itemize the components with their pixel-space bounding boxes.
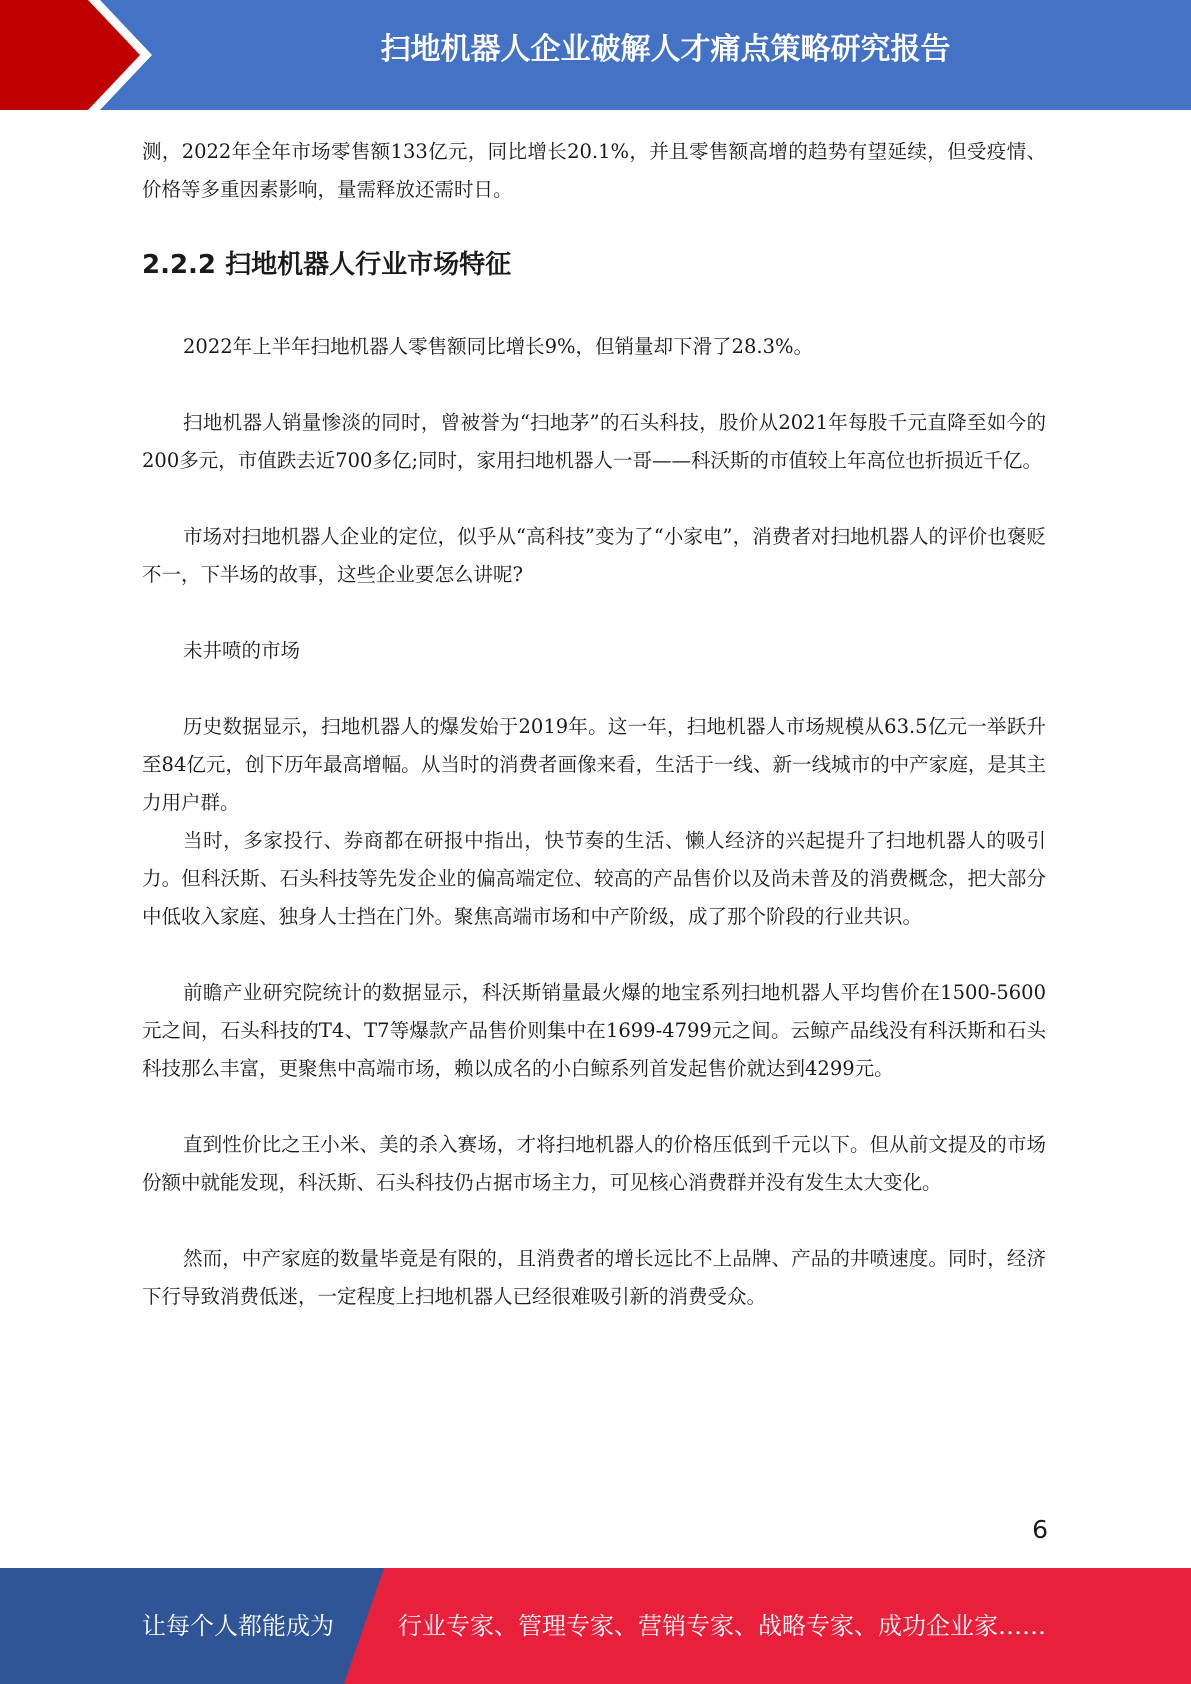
paragraph: 当时，多家投行、券商都在研报中指出，快节奏的生活、懒人经济的兴起提升了扫地机器人的吸引力。但科沃斯、石头科技等先发企业的偏高端定位、较高的产品售价以及尚未普及的消费概念，把大部分中低收入家庭、独身人士挡在门外。聚焦高端市场和中产阶级，成了那个阶段的行业共识。: [142, 829, 1046, 928]
page-footer: [0, 1568, 1191, 1684]
footer-slogan-left: 让每个人都能成为: [142, 1612, 334, 1640]
paragraph: 市场对扫地机器人企业的定位，似乎从“高科技”变为了“小家电”，消费者对扫地机器人的评价也褒贬不一，下半场的故事，这些企业要怎么讲呢?: [142, 525, 1046, 586]
paragraph: 历史数据显示，扫地机器人的爆发始于2019年。这一年，扫地机器人市场规模从63.5亿元一举跃升至84亿元，创下历年最高增幅。从当时的消费者画像来看，生活于一线、新一线城市的中产家庭，是其主力用户群。: [142, 715, 1046, 814]
page-header: [0, 0, 1191, 110]
paragraph: 直到性价比之王小米、美的杀入赛场，才将扫地机器人的价格压低到千元以下。但从前文提及的市场份额中就能发现，科沃斯、石头科技仍占据市场主力，可见核心消费群并没有发生太大变化。: [142, 1133, 1046, 1194]
footer-slogan-right: 行业专家、管理专家、营销专家、战略专家、成功企业家……: [398, 1612, 1046, 1640]
paragraph: 前瞻产业研究院统计的数据显示，科沃斯销量最火爆的地宝系列扫地机器人平均售价在1500-5600元之间，石头科技的T4、T7等爆款产品售价则集中在1699-4799元之间。云鲸产品线没有科沃斯和石头科技那么丰富，更聚焦中高端市场，赖以成名的小白鲸系列首发起售价就达到4299元。: [142, 981, 1046, 1080]
paragraph: 然而，中产家庭的数量毕竟是有限的，且消费者的增长远比不上品牌、产品的井喷速度。同时，经济下行导致消费低迷，一定程度上扫地机器人已经很难吸引新的消费受众。: [142, 1247, 1046, 1308]
document-body: [142, 133, 1046, 1316]
paragraph: 2022年上半年扫地机器人零售额同比增长9%，但销量却下滑了28.3%。: [183, 335, 814, 358]
page-number: 6: [1032, 1515, 1048, 1544]
section-heading: 2.2.2 扫地机器人行业市场特征: [142, 250, 512, 280]
subsection-title: 未井喷的市场: [183, 639, 301, 662]
paragraph-intro: 测，2022年全年市场零售额133亿元，同比增长20.1%，并且零售额高增的趋势有望延续，但受疫情、价格等多重因素影响，量需释放还需时日。: [142, 140, 1046, 201]
paragraph: 扫地机器人销量惨淡的同时，曾被誉为“扫地茅”的石头科技，股价从2021年每股千元直降至如今的200多元，市值跌去近700多亿;同时，家用扫地机器人一哥——科沃斯的市值较上年高位也折损近千亿。: [142, 411, 1046, 472]
header-title: 扫地机器人企业破解人才痛点策略研究报告: [380, 32, 951, 67]
